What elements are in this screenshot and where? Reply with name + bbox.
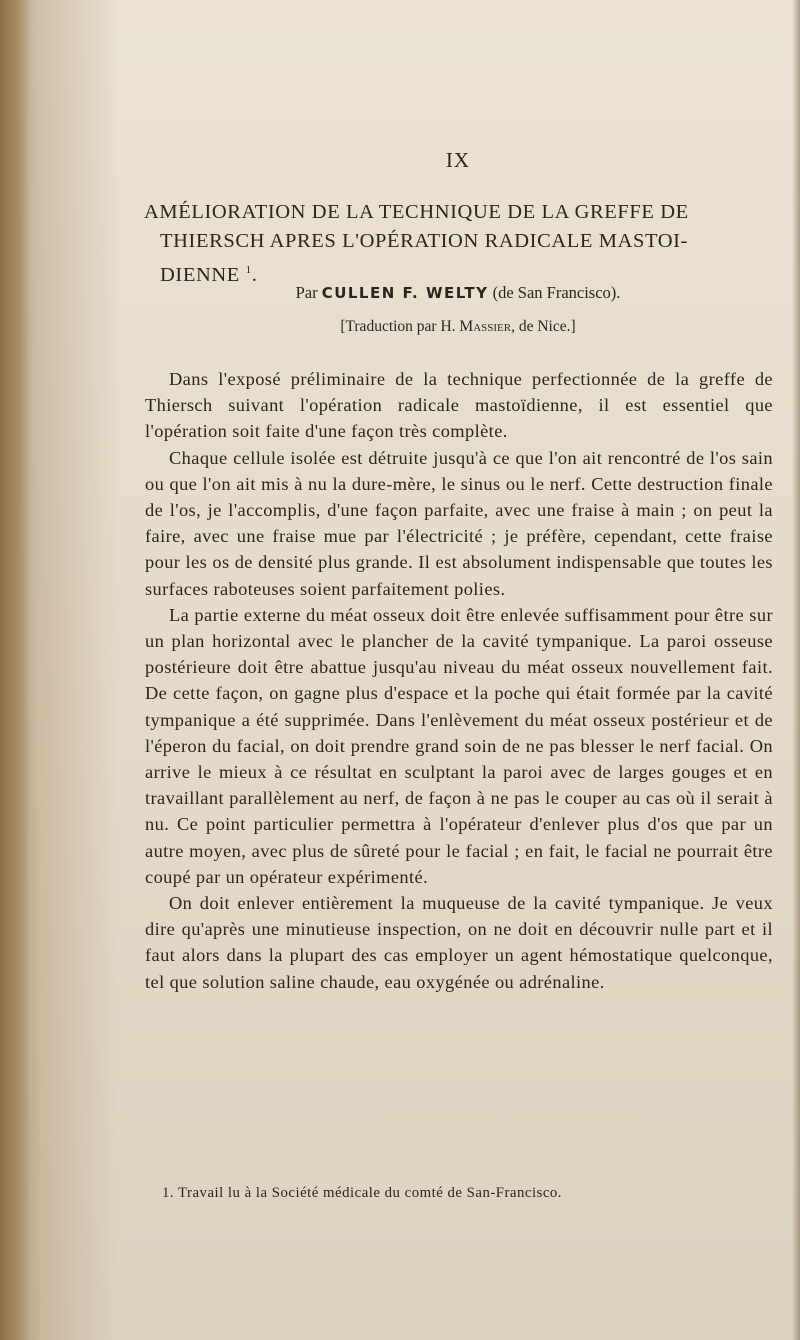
translation-credit	[140, 318, 776, 336]
paragraph-2: Chaque cellule isolée est détruite jusqu'à ce que l'on ait rencontré de l'os sain ou que l'on ait mis à nu la dure-mère, le sinus ou le nerf. Cette destruction finale de l'os, je l'accomplis, d'une façon parfaite, avec une fraise à main ; on peut la faire, avec une fraise mue par l'électricité ; je préfère, cependant, cette fraise pour les os de densité plus grande. Il est absolument indispensable que toutes les surfaces raboteuses soient parfaitement polies.	[145, 447, 773, 599]
paragraph-1: Dans l'exposé préliminaire de la technique perfectionnée de la greffe de Thiersch suivant l'opération radicale mastoïdienne, il est essentiel que l'opération soit faite d'une façon très complète.	[145, 369, 773, 442]
title-line-3-end: .	[251, 263, 258, 286]
title-footnote-mark: 1	[245, 264, 252, 276]
author-affiliation: (de San Francisco).	[492, 283, 621, 302]
translation-close: , de Nice.]	[511, 318, 576, 335]
byline	[140, 283, 776, 303]
article-title	[144, 198, 776, 290]
footnote: 1. Travail lu à la Société médicale du comté de San-Francisco.	[162, 1185, 562, 1201]
translation-open: [Traduction par H.	[340, 318, 456, 335]
title-line-2: THIERSCH APRES L'OPÉRATION RADICALE MASTOI-	[160, 230, 688, 252]
author-name: CULLEN F. WELTY	[321, 284, 489, 302]
paragraph-3: La partie externe du méat osseux doit être enlevée suffisamment pour être sur un plan horizontal avec le plancher de la cavité tympanique. La paroi osseuse postérieure doit être abattue jusqu'au niveau du méat osseux nouvellement fait. De cette façon, on gagne plus d'espace et la poche qui était formée par la cavité tympanique a été supprimée. Dans l'enlèvement du méat osseux postérieur et de l'éperon du facial, on doit prendre grand soin de ne pas blesser le nerf facial. On arrive le mieux à ce résultat en sculptant la paroi avec de larges gouges et en travaillant parallèlement au nerf, de façon à ne pas le couper au cas où il serait à nu. Ce point particulier permettra à l'opérateur d'enlever plus d'os que par un autre moyen, avec plus de sûreté pour le facial ; en fait, le facial ne pourrait être coupé par un opérateur expérimenté.	[145, 604, 773, 887]
title-line-1: AMÉLIORATION DE LA TECHNIQUE DE LA GREFFE DE	[144, 201, 689, 223]
page-edge-shadow	[792, 0, 800, 1340]
page-spine-shadow	[0, 0, 30, 1340]
title-line-3-text: DIENNE	[160, 263, 240, 286]
byline-prefix: Par	[295, 283, 318, 302]
article-body	[145, 366, 773, 995]
paragraph-4: On doit enlever entièrement la muqueuse de la cavité tympanique. Je veux dire qu'après une minutieuse inspection, on ne doit en découvrir nulle part et il faut alors dans la plupart des cas employer un agent hémostatique quelconque, tel que solution saline chaude, eau oxygénée ou adrénaline.	[145, 893, 773, 992]
chapter-number: IX	[445, 148, 471, 172]
translator-name: Massier	[459, 318, 512, 335]
